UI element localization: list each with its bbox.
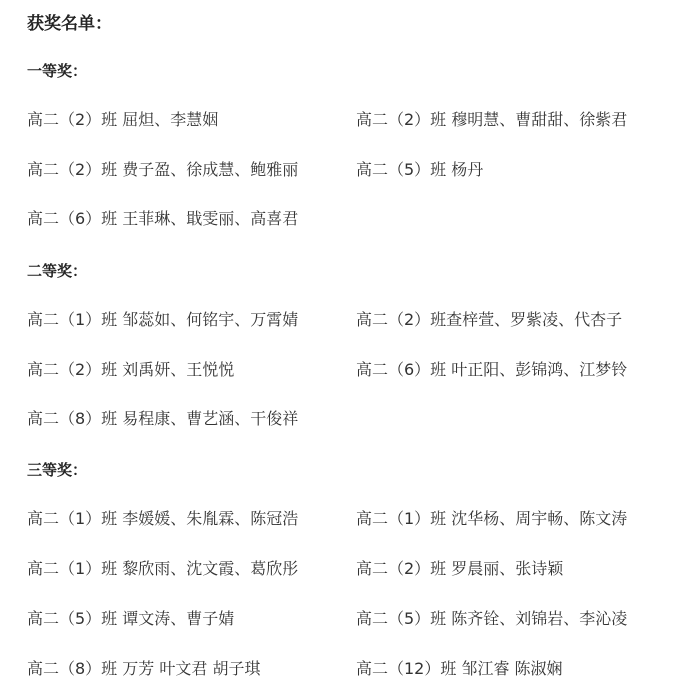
award-entry: 高二（5）班 杨丹: [356, 160, 484, 179]
award-entry: 高二（1）班 李媛媛、朱胤霖、陈冠浩: [27, 509, 299, 528]
award-entry: 高二（6）班 叶正阳、彭锦鸿、江梦铃: [356, 360, 628, 379]
award-entry: 高二（2）班 刘禹妍、王悦悦: [27, 360, 235, 379]
award-row: [27, 358, 667, 382]
award-entry: 高二（1）班 邹蕊如、何铭宇、万霄婧: [27, 310, 299, 329]
award-entry: 高二（2）班 费子盈、徐成慧、鲍雅丽: [27, 160, 299, 179]
award-entry: 高二（8）班 易程康、曹艺涵、干俊祥: [27, 409, 299, 428]
award-row: [27, 407, 667, 431]
award-row: [27, 108, 667, 132]
award-row: [27, 557, 667, 581]
award-entry: 高二（2）班 屈炟、李慧姻: [27, 110, 219, 129]
award-entry: 高二（8）班 万芳 叶文君 胡子琪: [27, 659, 261, 678]
award-entry: 高二（1）班 沈华杨、周宇畅、陈文涛: [356, 509, 628, 528]
award-row: [27, 158, 667, 182]
award-row: [27, 507, 667, 531]
award-entry: 高二（2）班 穆明慧、曹甜甜、徐紫君: [356, 110, 628, 129]
award-entry: 高二（12）班 邹江睿 陈淑娴: [356, 659, 563, 678]
section-heading-second-prize: 二等奖：: [27, 262, 88, 280]
section-heading-first-prize: 一等奖：: [27, 62, 88, 80]
page-title: 获奖名单：: [27, 14, 112, 34]
award-entry: 高二（5）班 谭文涛、曹子婧: [27, 609, 235, 628]
award-row: [27, 207, 667, 231]
award-entry: 高二（1）班 黎欣雨、沈文霞、葛欣彤: [27, 559, 299, 578]
award-row: [27, 308, 667, 332]
award-row: [27, 607, 667, 631]
award-entry: 高二（5）班 陈齐铨、刘锦岩、李沁凌: [356, 609, 628, 628]
award-entry: 高二（6）班 王菲琳、戢雯丽、高喜君: [27, 209, 299, 228]
section-heading-third-prize: 三等奖：: [27, 461, 88, 479]
award-entry: 高二（2）班 罗晨丽、张诗颖: [356, 559, 564, 578]
award-entry: 高二（2）班查梓萱、罗紫凌、代杏子: [356, 310, 623, 329]
award-row: [27, 657, 667, 681]
